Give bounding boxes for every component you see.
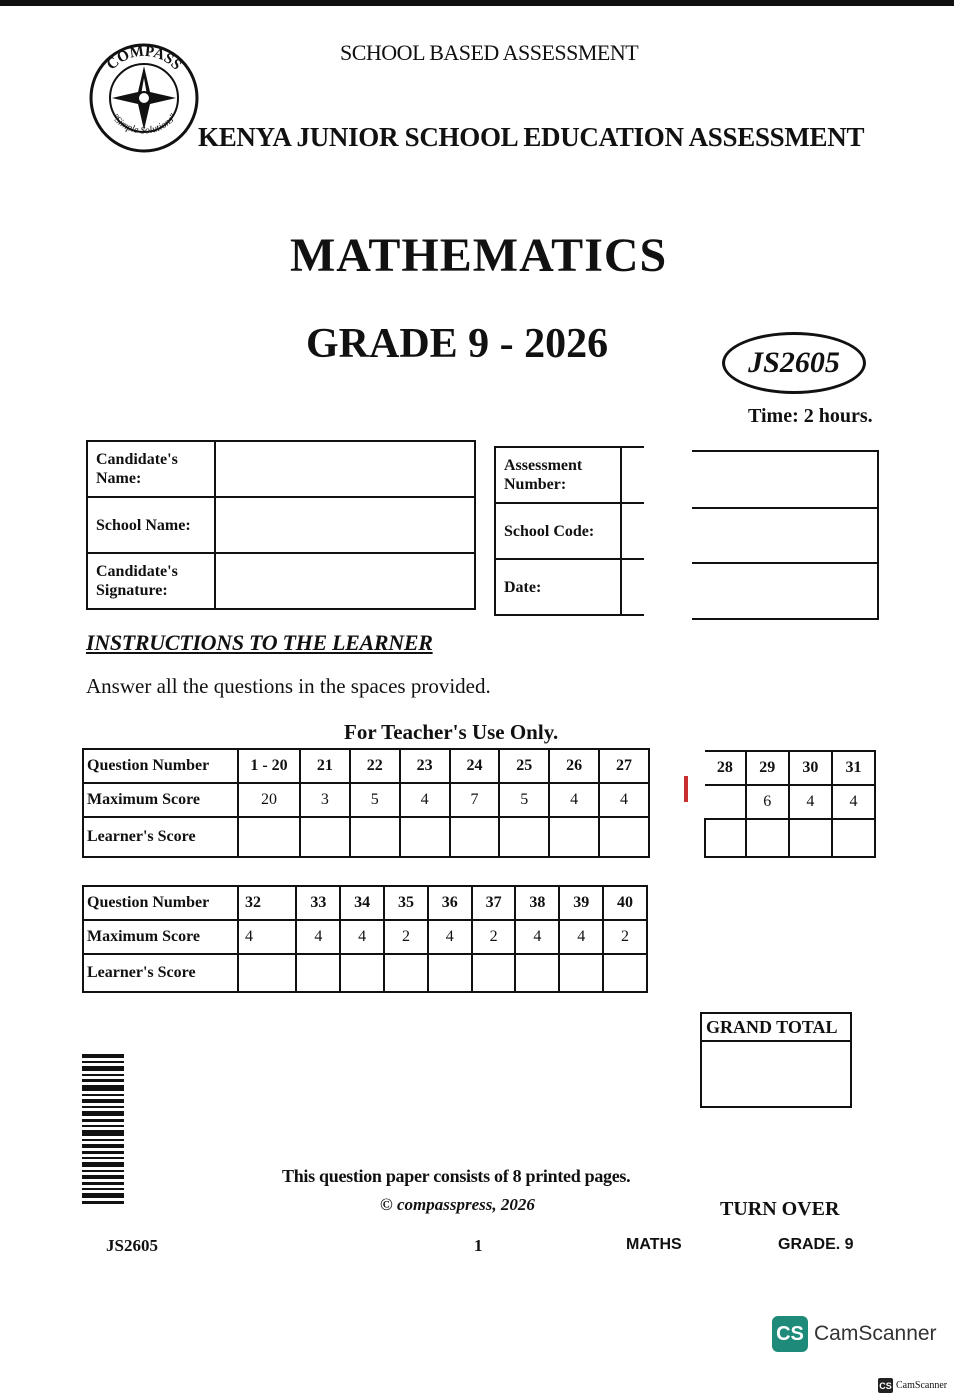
- question-number-label: Question Number: [83, 749, 238, 783]
- max-score-cell: 3: [300, 783, 350, 817]
- teacher-use-heading: For Teacher's Use Only.: [344, 720, 559, 744]
- question-cell: 30: [789, 751, 832, 785]
- question-cell: 31: [832, 751, 875, 785]
- question-cell: 38: [515, 886, 559, 920]
- learner-score-cell[interactable]: [340, 954, 384, 992]
- candidate-signature-field[interactable]: [215, 553, 475, 609]
- learner-score-cell[interactable]: [300, 817, 350, 857]
- page-number: 1: [474, 1236, 483, 1255]
- top-edge-bar: [0, 0, 954, 6]
- learner-score-cell[interactable]: [599, 817, 649, 857]
- learner-score-cell[interactable]: [296, 954, 340, 992]
- question-cell: 24: [450, 749, 500, 783]
- learner-score-cell[interactable]: [238, 817, 300, 857]
- footer-grade: GRADE. 9: [778, 1236, 854, 1253]
- logo-motto: "Simple Solutions": [109, 111, 179, 137]
- maximum-score-label: Maximum Score: [83, 783, 238, 817]
- camscanner-small-icon: CS: [878, 1378, 893, 1393]
- learner-score-cell[interactable]: [472, 954, 516, 992]
- grand-total-label: GRAND TOTAL: [701, 1013, 851, 1041]
- assessment-details-table: [494, 446, 644, 616]
- question-cell: 33: [296, 886, 340, 920]
- grand-total-field[interactable]: [701, 1041, 851, 1107]
- grade-year: GRADE 9 - 2026: [306, 321, 609, 367]
- camscanner-watermark: CamScanner: [814, 1322, 937, 1345]
- box-divider: [692, 562, 877, 564]
- max-score-cell: 2: [384, 920, 428, 954]
- exam-body-title: KENYA JUNIOR SCHOOL EDUCATION ASSESSMENT: [198, 122, 865, 152]
- question-cell: 40: [603, 886, 647, 920]
- copyright: © compasspress, 2026: [380, 1195, 535, 1214]
- question-cell: 1 - 20: [238, 749, 300, 783]
- max-score-cell: 4: [515, 920, 559, 954]
- learner-score-cell[interactable]: [603, 954, 647, 992]
- box-divider: [692, 507, 877, 509]
- school-code-field[interactable]: [621, 503, 644, 559]
- max-score-cell: 5: [499, 783, 549, 817]
- max-score-cell: 2: [472, 920, 516, 954]
- max-score-cell: 4: [832, 785, 875, 819]
- question-cell: 37: [472, 886, 516, 920]
- learner-score-label: Learner's Score: [83, 954, 238, 992]
- learner-score-cell[interactable]: [428, 954, 472, 992]
- learner-score-cell[interactable]: [515, 954, 559, 992]
- max-score-cell: 5: [350, 783, 400, 817]
- camscanner-logo-text: CS: [776, 1322, 804, 1345]
- question-number-row: [83, 749, 649, 783]
- candidate-details-table: [86, 440, 476, 610]
- learner-score-row: [83, 817, 649, 857]
- school-name-field[interactable]: [215, 497, 475, 553]
- learner-score-cell[interactable]: [746, 819, 789, 857]
- learner-score-cell[interactable]: [238, 954, 296, 992]
- question-cell: 32: [238, 886, 296, 920]
- question-cell: 27: [599, 749, 649, 783]
- max-score-cell: 2: [603, 920, 647, 954]
- assessment-number-field[interactable]: [621, 447, 644, 503]
- camscanner-logo-icon: [772, 1316, 808, 1352]
- grand-total-box: [700, 1012, 852, 1108]
- school-code-label: School Code:: [495, 503, 621, 559]
- learner-score-cell[interactable]: [384, 954, 428, 992]
- learner-score-cell[interactable]: [549, 817, 599, 857]
- score-table-questions-1-27: [82, 748, 650, 858]
- maximum-score-row: [705, 785, 875, 819]
- question-number-row: [83, 886, 647, 920]
- assessment-number-label: Assessment Number:: [495, 447, 621, 503]
- camscanner-small-watermark: CamScanner: [896, 1380, 948, 1391]
- question-cell: 28: [705, 751, 746, 785]
- date-field[interactable]: [621, 559, 644, 615]
- learner-score-label: Learner's Score: [83, 817, 238, 857]
- max-score-cell: 4: [400, 783, 450, 817]
- compass-logo: [88, 42, 200, 154]
- learner-score-cell[interactable]: [789, 819, 832, 857]
- max-score-cell: 4: [238, 920, 296, 954]
- max-score-cell: 4: [428, 920, 472, 954]
- max-score-cell: 4: [549, 783, 599, 817]
- learner-score-cell[interactable]: [400, 817, 450, 857]
- maximum-score-row: [83, 783, 649, 817]
- learner-score-row: [705, 819, 875, 857]
- assessment-type: SCHOOL BASED ASSESSMENT: [340, 40, 639, 65]
- candidate-name-field[interactable]: [215, 441, 475, 497]
- max-score-cell: 4: [296, 920, 340, 954]
- learner-score-cell[interactable]: [499, 817, 549, 857]
- question-cell: 26: [549, 749, 599, 783]
- question-cell: 39: [559, 886, 603, 920]
- time-allowed: Time: 2 hours.: [748, 405, 873, 427]
- school-name-label: School Name:: [87, 497, 215, 553]
- candidate-name-label: Candidate's Name:: [87, 441, 215, 497]
- question-cell: 29: [746, 751, 789, 785]
- max-score-cell: 4: [559, 920, 603, 954]
- max-score-cell: 7: [450, 783, 500, 817]
- footer-code: JS2605: [106, 1236, 158, 1255]
- pen-mark: [684, 776, 688, 802]
- subject-title: MATHEMATICS: [290, 229, 668, 282]
- question-number-row: [705, 751, 875, 785]
- max-score-cell: 4: [340, 920, 384, 954]
- learner-score-cell[interactable]: [832, 819, 875, 857]
- paper-code: JS2605: [748, 346, 840, 379]
- logo-text: COMPASS: [103, 43, 185, 74]
- turn-over: TURN OVER: [720, 1198, 840, 1220]
- question-cell: 35: [384, 886, 428, 920]
- learner-score-cell[interactable]: [705, 819, 746, 857]
- candidate-signature-label: Candidate's Signature:: [87, 553, 215, 609]
- max-score-cell: 4: [599, 783, 649, 817]
- paper-code-oval: [722, 332, 866, 394]
- maximum-score-label: Maximum Score: [83, 920, 238, 954]
- learner-score-cell[interactable]: [350, 817, 400, 857]
- date-label: Date:: [495, 559, 621, 615]
- question-number-label: Question Number: [83, 886, 238, 920]
- question-cell: 34: [340, 886, 384, 920]
- question-cell: 22: [350, 749, 400, 783]
- question-cell: 36: [428, 886, 472, 920]
- maximum-score-row: [83, 920, 647, 954]
- learner-score-cell[interactable]: [559, 954, 603, 992]
- question-cell: 21: [300, 749, 350, 783]
- barcode: [82, 1054, 124, 1204]
- assessment-number-boxes[interactable]: [692, 450, 879, 620]
- instructions-title: INSTRUCTIONS TO THE LEARNER: [86, 630, 433, 655]
- max-score-cell: 20: [238, 783, 300, 817]
- learner-score-cell[interactable]: [450, 817, 500, 857]
- max-score-cell: 4: [789, 785, 832, 819]
- page-count-note: This question paper consists of 8 printed pages.: [282, 1166, 631, 1186]
- max-score-cell: [705, 785, 746, 819]
- question-cell: 23: [400, 749, 450, 783]
- question-cell: 25: [499, 749, 549, 783]
- score-table-questions-28-31: [704, 750, 876, 858]
- score-table-questions-32-40: [82, 885, 648, 993]
- max-score-cell: 6: [746, 785, 789, 819]
- learner-score-row: [83, 954, 647, 992]
- footer-subject: MATHS: [626, 1236, 682, 1253]
- instructions-text: Answer all the questions in the spaces provided.: [86, 674, 491, 698]
